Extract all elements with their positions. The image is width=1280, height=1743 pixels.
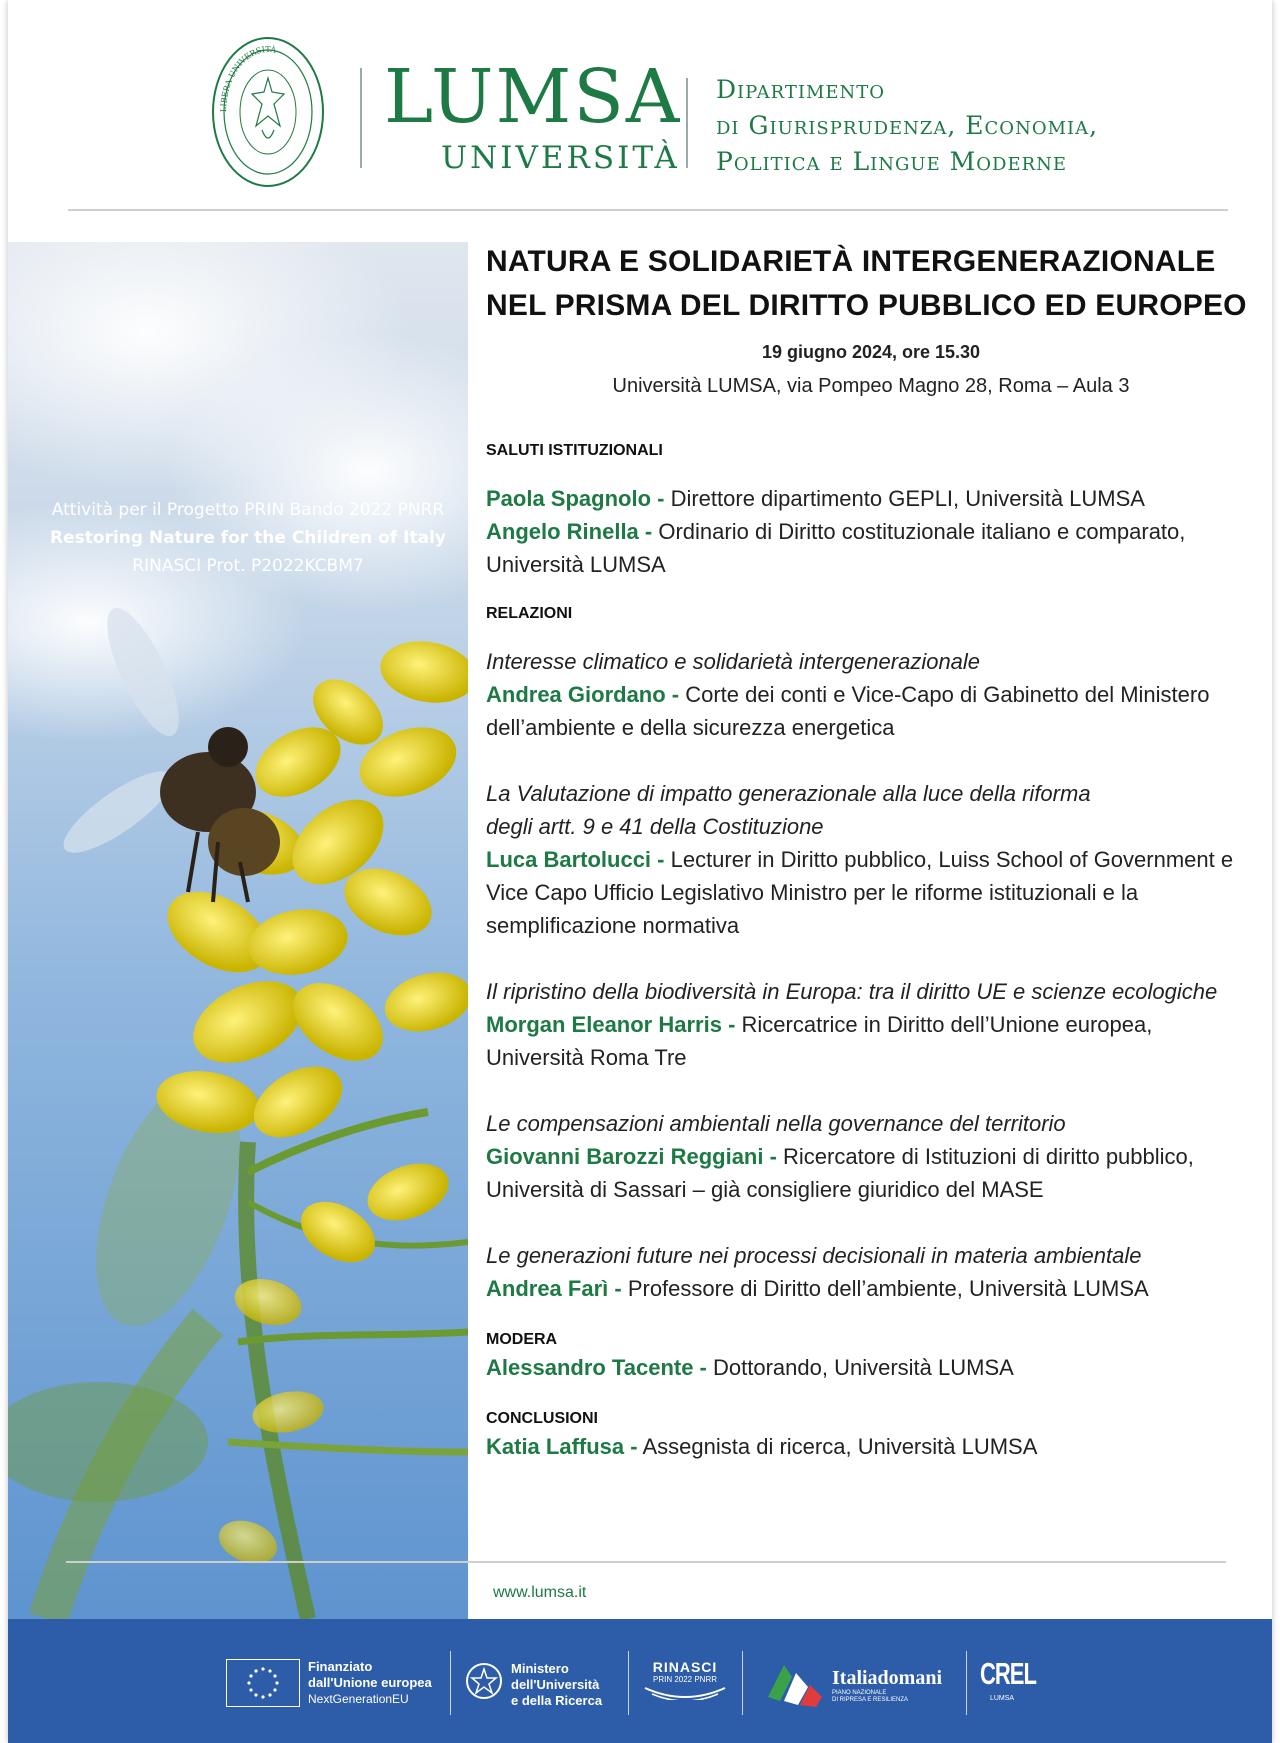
speaker-name: Paola Spagnolo -: [486, 486, 665, 511]
project-line-2: Restoring Nature for the Children of Italy: [50, 528, 446, 548]
speaker-entry: [486, 1008, 1256, 1074]
speaker-entry: [486, 843, 1256, 942]
italia-domani-sub-1: PIANO NAZIONALE: [832, 1690, 887, 1696]
crel-name: CREL: [980, 1655, 1036, 1691]
department-name: [716, 72, 1098, 180]
eu-flag-icon: [226, 1659, 300, 1707]
section-heading-conclusioni: CONCLUSIONI: [486, 1410, 598, 1427]
ministry-text: [511, 1661, 602, 1709]
italia-domani-text: [832, 1667, 942, 1704]
event-title: [486, 240, 1256, 328]
rinasci-sub: PRIN 2022 PNRR: [652, 1675, 718, 1684]
speaker-role: Corte dei conti e Vice-Capo di Gabinetto del Ministero dell’ambiente e della sicurezza energetica: [486, 682, 1210, 740]
svg-text:LIBERA UNIVERSITÀ: LIBERA UNIVERSITÀ: [218, 44, 277, 113]
event-title-line-1: NATURA E SOLIDARIETÀ INTERGENERAZIONALE: [486, 245, 1216, 278]
program-content: [486, 240, 1256, 1463]
italia-domani-sub-2: DI RIPRESA E RESILIENZA: [832, 1697, 909, 1703]
crel-logo: [980, 1655, 1036, 1702]
speaker-name: Luca Bartolucci -: [486, 847, 665, 872]
footer-rule: [66, 1561, 1226, 1563]
talk-title: Interesse climatico e solidarietà intergenerazionale: [486, 649, 981, 674]
eu-line-2: dall'Unione europea: [308, 1675, 432, 1690]
ministry-line-3: e della Ricerca: [511, 1693, 603, 1708]
rinasci-logo: [638, 1659, 732, 1707]
dept-line-2: di Giurisprudenza, Economia,: [716, 111, 1099, 140]
brand-name: LUMSA: [384, 54, 682, 140]
dept-line-1: Dipartimento: [716, 75, 886, 104]
speaker-entry: [486, 482, 1256, 515]
talk-entry: [486, 1239, 1256, 1305]
ministry-line-1: Ministero: [511, 1661, 569, 1676]
speaker-role: Assegnista di ricerca, Università LUMSA: [637, 1434, 1038, 1459]
crel-sub: LUMSA: [989, 1695, 1015, 1702]
speaker-role: Professore di Diritto dell’ambiente, Università LUMSA: [621, 1276, 1149, 1301]
speaker-role: Ricercatore di Istituzioni di diritto pubblico, Università di Sassari – già consigliere giuridico del MASE: [486, 1144, 1194, 1202]
event-venue: Università LUMSA, via Pompeo Magno 28, Roma – Aula 3: [612, 375, 1130, 397]
italian-emblem-icon: [464, 1661, 504, 1701]
event-title-line-2: NEL PRISMA DEL DIRITTO PUBBLICO ED EUROPEO: [486, 289, 1247, 322]
speaker-name: Andrea Giordano -: [486, 682, 680, 707]
brand-wordmark: [384, 54, 682, 176]
rinasci-name: RINASCI: [652, 1659, 718, 1675]
eu-line-1: Finanziato: [308, 1659, 373, 1674]
speaker-role: Ordinario di Diritto costituzionale italiano e comparato, Università LUMSA: [486, 519, 1186, 577]
section-heading-modera: MODERA: [486, 1331, 558, 1348]
funding-footer: [8, 1619, 1272, 1743]
speaker-role: Dottorando, Università LUMSA: [706, 1355, 1014, 1380]
speaker-name: Andrea Farì -: [486, 1276, 622, 1301]
speaker-name: Katia Laffusa -: [486, 1434, 638, 1459]
header-rule: [68, 209, 1228, 211]
eu-line-3: NextGenerationEU: [308, 1692, 409, 1706]
talk-entry: [486, 645, 1256, 744]
footer-divider: [966, 1651, 967, 1715]
speaker-name: Angelo Rinella -: [486, 519, 653, 544]
dept-line-3: Politica e Lingue Moderne: [716, 147, 1068, 176]
italia-domani-icon: [762, 1657, 826, 1709]
project-note: [28, 496, 468, 580]
footer-divider: [450, 1651, 451, 1715]
talk-title: La Valutazione di impatto generazionale alla luce della riforma degli artt. 9 e 41 della Costituzione: [486, 781, 1091, 839]
poster-page: [8, 0, 1272, 1743]
speaker-entry: [486, 1140, 1256, 1206]
section-heading-relazioni: RELAZIONI: [486, 605, 573, 622]
eu-funding-text: [308, 1659, 432, 1707]
website-link[interactable]: www.lumsa.it: [493, 1584, 587, 1601]
talk-entry: [486, 1107, 1256, 1206]
footer-divider: [628, 1651, 629, 1715]
event-date: 19 giugno 2024, ore 15.30: [761, 342, 981, 362]
speaker-entry: [486, 678, 1256, 744]
conclusion-entry: [486, 1430, 1256, 1463]
talk-entry: [486, 975, 1256, 1074]
lumsa-seal-logo: [210, 34, 326, 190]
talk-title: Il ripristino della biodiversità in Europa: tra il diritto UE e scienze ecologiche: [486, 979, 1218, 1004]
speaker-role: Direttore dipartimento GEPLI, Università LUMSA: [664, 486, 1145, 511]
footer-divider: [742, 1651, 743, 1715]
header-divider-2: [686, 78, 688, 168]
bee-flower-photo: [8, 242, 468, 1619]
section-heading-saluti: SALUTI ISTITUZIONALI: [486, 442, 663, 459]
ministry-line-2: dell'Università: [511, 1677, 600, 1692]
speaker-name: Morgan Eleanor Harris -: [486, 1012, 736, 1037]
speaker-role: Ricercatrice in Diritto dell’Unione europea, Università Roma Tre: [486, 1012, 1153, 1070]
talk-title: Le compensazioni ambientali nella governance del territorio: [486, 1111, 1066, 1136]
speaker-name: Giovanni Barozzi Reggiani -: [486, 1144, 777, 1169]
header-divider: [360, 68, 362, 168]
moderator-entry: [486, 1351, 1256, 1384]
saluti-list: [486, 482, 1256, 581]
speaker-entry: [486, 1272, 1256, 1305]
italia-domani-name: Italiadomani: [832, 1667, 943, 1689]
speaker-name: Alessandro Tacente -: [486, 1355, 707, 1380]
project-line-1: Attività per il Progetto PRIN Bando 2022 PNRR: [51, 500, 445, 520]
brand-sub: UNIVERSITÀ: [441, 140, 680, 176]
talk-title: Le generazioni future nei processi decisionali in materia ambientale: [486, 1243, 1142, 1268]
speaker-role: Lecturer in Diritto pubblico, Luiss School of Government e Vice Capo Ufficio Legislativo Ministro per le riforme istituzionali e la semplificazione normativa: [486, 847, 1234, 938]
project-line-3: RINASCI Prot. P2022KCBM7: [132, 556, 364, 576]
speaker-entry: [486, 515, 1256, 581]
talk-entry: [486, 777, 1256, 942]
